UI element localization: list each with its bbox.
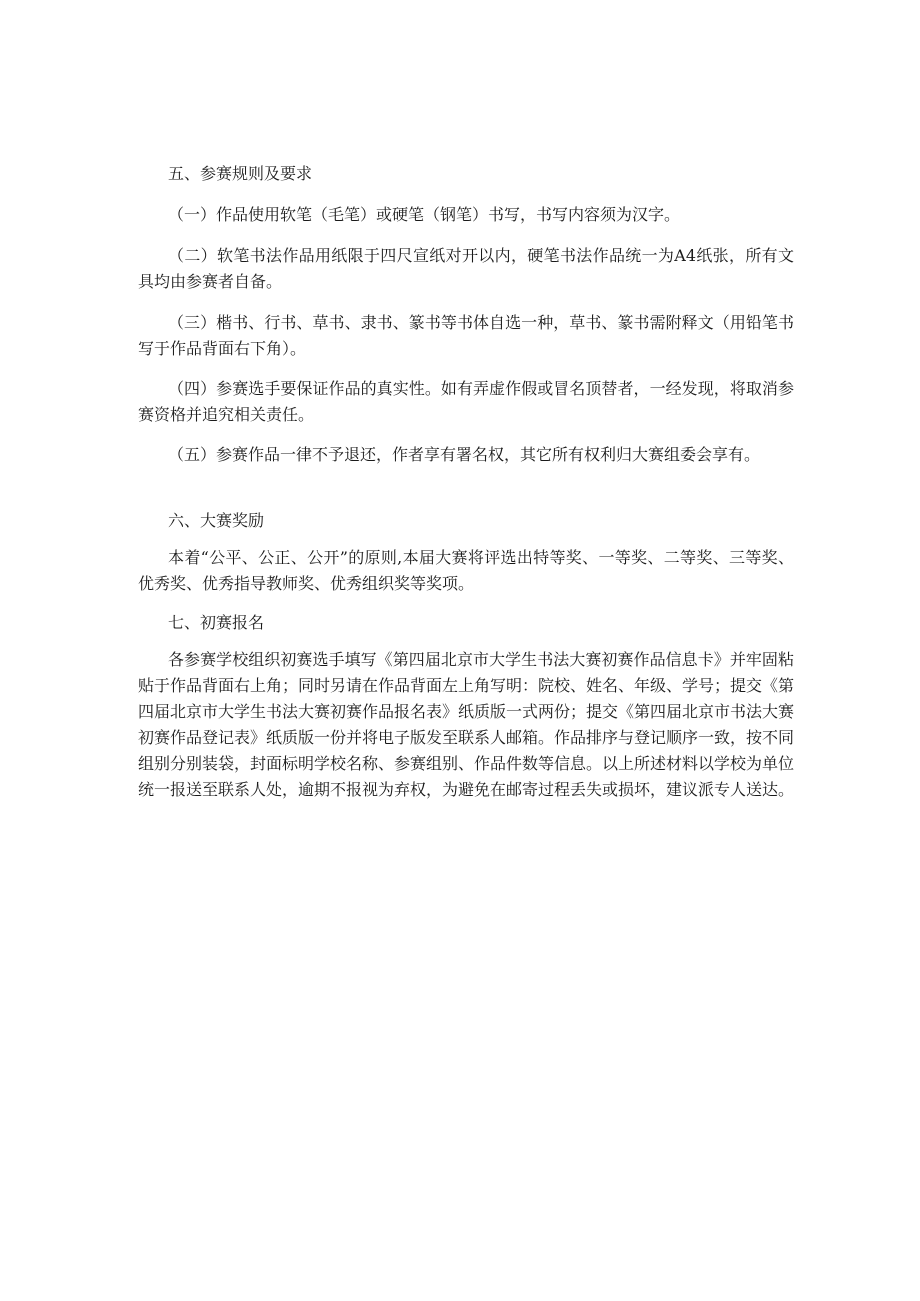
section-heading-awards: 六、大赛奖励	[168, 511, 265, 530]
section-heading-rules: 五、参赛规则及要求	[168, 164, 313, 183]
section-heading-registration: 七、初赛报名	[168, 613, 265, 632]
awards-paragraph: 本着“公平、公正、公开”的原则,本届大赛将评选出特等奖、一等奖、二等奖、三等奖、优秀奖、优秀指导教师奖、优秀组织奖等奖项。	[138, 548, 794, 593]
rule-item-2: （二）软笔书法作品用纸限于四尺宣纸对开以内，硬笔书法作品统一为A4纸张，所有文具均由参赛者自备。	[138, 246, 794, 291]
rule-item-1: （一）作品使用软笔（毛笔）或硬笔（钢笔）书写，书写内容须为汉字。	[168, 205, 681, 224]
registration-paragraph: 各参赛学校组织初赛选手填写《第四届北京市大学生书法大赛初赛作品信息卡》并牢固粘贴于作品背面右上角；同时另请在作品背面左上角写明：院校、姓名、年级、学号；提交《第四届北京市大学生书法大赛初赛作品报名表》纸质版一式两份；提交《第四届北京市书法大赛初赛作品登记表》纸质版一份并将电子版发至联系人邮箱。作品排序与登记顺序一致，按不同组别分别装袋，封面标明学校名称、参赛组别、作品件数等信息。以上所述材料以学校为单位统一报送至联系人处，逾期不报视为弃权，为避免在邮寄过程丢失或损坏，建议派专人送达。	[138, 650, 795, 799]
rule-item-5: （五）参赛作品一律不予退还，作者享有署名权，其它所有权利归大赛组委会享有。	[168, 445, 761, 464]
rule-item-3: （三）楷书、行书、草书、隶书、篆书等书体自选一种，草书、篆书需附释文（用铅笔书写于作品背面右下角）。	[138, 313, 794, 358]
rule-item-4: （四）参赛选手要保证作品的真实性。如有弄虚作假或冒名顶替者，一经发现，将取消参赛资格并追究相关责任。	[138, 379, 794, 424]
